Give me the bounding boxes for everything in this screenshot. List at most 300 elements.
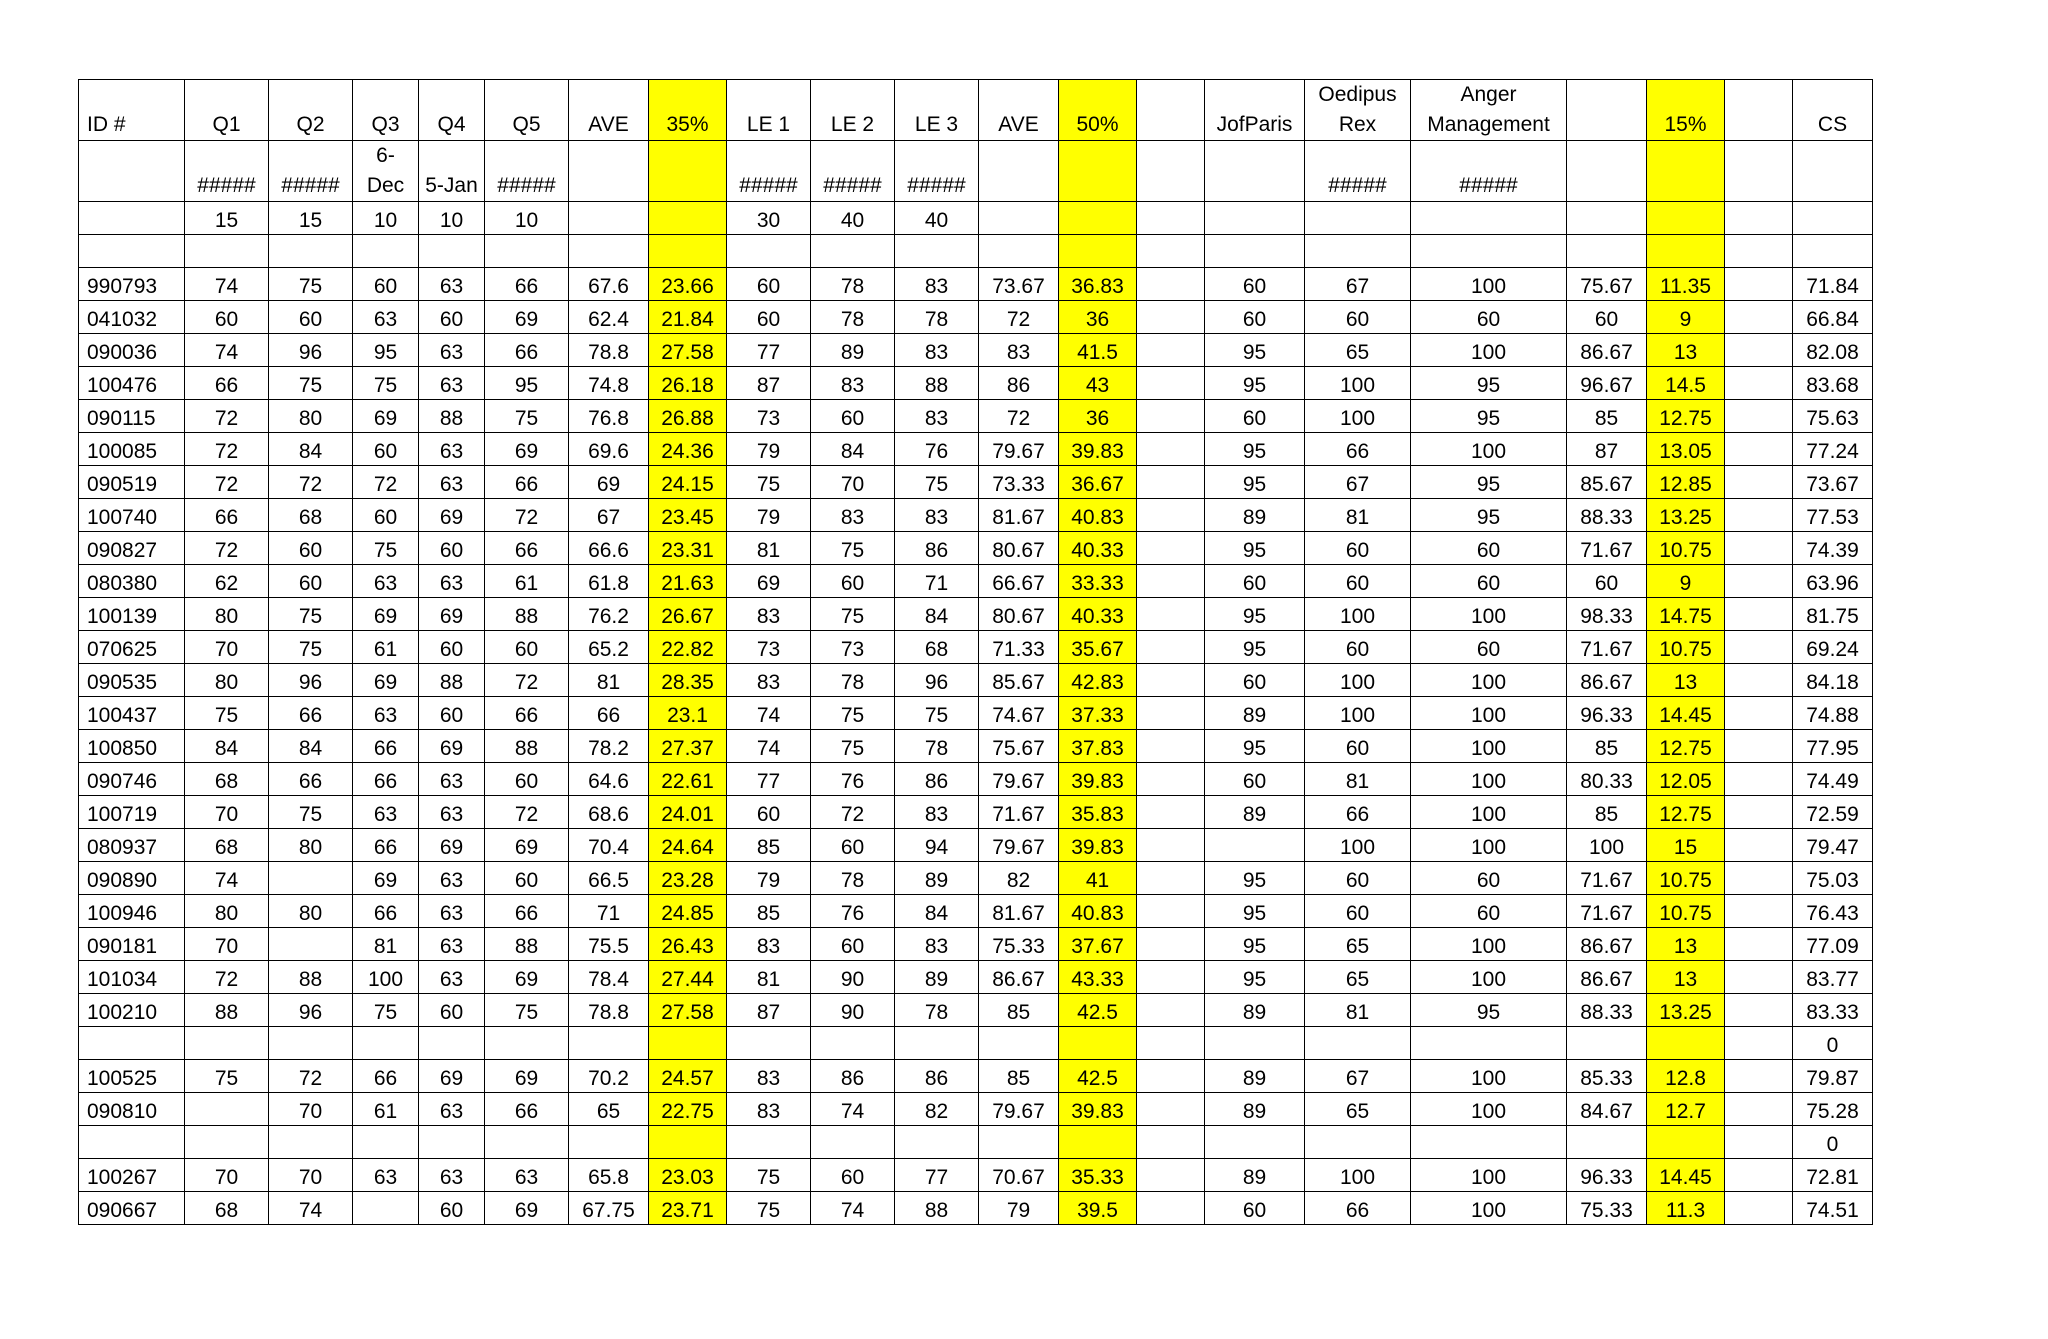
table-row-cell[interactable] <box>1567 1126 1647 1159</box>
table-row-cell[interactable]: 89 <box>1205 499 1305 532</box>
table-row-cell[interactable]: 78.2 <box>569 730 649 763</box>
table-row-cell[interactable]: 78 <box>811 301 895 334</box>
table-row-cell[interactable]: 69 <box>485 1060 569 1093</box>
table-row-cell[interactable]: 79.47 <box>1793 829 1873 862</box>
table-row-cell[interactable]: 60 <box>419 532 485 565</box>
table-row-cell[interactable]: 090036 <box>79 334 185 367</box>
table-row-cell[interactable] <box>1725 532 1793 565</box>
table-row-cell[interactable]: 22.75 <box>649 1093 727 1126</box>
table-row-cell[interactable]: 74 <box>811 1192 895 1225</box>
table-row-cell[interactable]: 86.67 <box>1567 664 1647 697</box>
table-row-cell[interactable]: 63 <box>419 796 485 829</box>
table-row-cell[interactable]: 12.85 <box>1647 466 1725 499</box>
table-row-cell[interactable]: 69 <box>569 466 649 499</box>
table-row-cell[interactable]: 81 <box>727 961 811 994</box>
table-row-cell[interactable]: 69 <box>727 565 811 598</box>
table-row-cell[interactable]: 78 <box>895 301 979 334</box>
header-row-cell[interactable]: Q2 <box>269 80 353 141</box>
table-row-cell[interactable]: 85 <box>727 829 811 862</box>
table-row-cell[interactable]: 100 <box>1411 433 1567 466</box>
table-row-cell[interactable] <box>79 1027 185 1060</box>
table-row-cell[interactable]: 78.8 <box>569 334 649 367</box>
table-row-cell[interactable]: 74 <box>185 862 269 895</box>
table-row-cell[interactable]: 85 <box>1567 730 1647 763</box>
table-row-cell[interactable]: 69 <box>419 1060 485 1093</box>
table-row-cell[interactable]: 72.81 <box>1793 1159 1873 1192</box>
table-row-cell[interactable]: 39.83 <box>1059 433 1137 466</box>
table-row-cell[interactable] <box>1725 1126 1793 1159</box>
table-row-cell[interactable]: 81 <box>1305 994 1411 1027</box>
table-row-cell[interactable]: 71.67 <box>1567 895 1647 928</box>
points-row-cell[interactable] <box>1137 202 1205 235</box>
table-row-cell[interactable]: 60 <box>811 928 895 961</box>
table-row-cell[interactable]: 80 <box>269 829 353 862</box>
table-row-cell[interactable] <box>1725 466 1793 499</box>
date-row-cell[interactable] <box>569 141 649 202</box>
table-row-cell[interactable]: 13 <box>1647 664 1725 697</box>
table-row-cell[interactable]: 100 <box>1411 598 1567 631</box>
table-row-cell[interactable] <box>895 235 979 268</box>
table-row-cell[interactable] <box>1725 565 1793 598</box>
table-row-cell[interactable]: 35.83 <box>1059 796 1137 829</box>
table-row-cell[interactable]: 67.6 <box>569 268 649 301</box>
table-row-cell[interactable]: 21.63 <box>649 565 727 598</box>
table-row-cell[interactable]: 66 <box>485 268 569 301</box>
table-row-cell[interactable] <box>1725 334 1793 367</box>
table-row-cell[interactable] <box>1137 961 1205 994</box>
table-row-cell[interactable]: 84 <box>185 730 269 763</box>
header-row-cell[interactable]: LE 3 <box>895 80 979 141</box>
table-row-cell[interactable]: 22.82 <box>649 631 727 664</box>
table-row-cell[interactable]: 83 <box>727 598 811 631</box>
table-row-cell[interactable]: 60 <box>269 301 353 334</box>
table-row-cell[interactable] <box>1137 1159 1205 1192</box>
table-row-cell[interactable]: 77.09 <box>1793 928 1873 961</box>
points-row-cell[interactable] <box>79 202 185 235</box>
table-row-cell[interactable]: 79 <box>727 499 811 532</box>
table-row-cell[interactable]: 75 <box>269 631 353 664</box>
table-row-cell[interactable] <box>1725 961 1793 994</box>
table-row-cell[interactable]: 66 <box>1305 1192 1411 1225</box>
table-row-cell[interactable] <box>185 1093 269 1126</box>
table-row-cell[interactable]: 63 <box>419 367 485 400</box>
table-row-cell[interactable]: 83.68 <box>1793 367 1873 400</box>
table-row-cell[interactable]: 60 <box>1305 730 1411 763</box>
table-row-cell[interactable]: 81.75 <box>1793 598 1873 631</box>
table-row-cell[interactable]: 87 <box>727 994 811 1027</box>
header-row-cell[interactable]: Q3 <box>353 80 419 141</box>
table-row-cell[interactable]: 74 <box>727 730 811 763</box>
table-row-cell[interactable]: 100476 <box>79 367 185 400</box>
table-row-cell[interactable]: 84 <box>269 433 353 466</box>
table-row-cell[interactable]: 090535 <box>79 664 185 697</box>
table-row-cell[interactable]: 60 <box>1205 1192 1305 1225</box>
table-row-cell[interactable]: 60 <box>1305 895 1411 928</box>
table-row-cell[interactable]: 65.2 <box>569 631 649 664</box>
table-row-cell[interactable] <box>1059 1126 1137 1159</box>
table-row-cell[interactable]: 100 <box>353 961 419 994</box>
table-row-cell[interactable] <box>649 1126 727 1159</box>
table-row-cell[interactable] <box>1725 697 1793 730</box>
table-row-cell[interactable]: 60 <box>419 631 485 664</box>
table-row-cell[interactable]: 090115 <box>79 400 185 433</box>
header-row-cell[interactable]: LE 1 <box>727 80 811 141</box>
date-row-cell[interactable] <box>1205 141 1305 202</box>
table-row-cell[interactable]: 72 <box>979 301 1059 334</box>
table-row-cell[interactable]: 75 <box>269 796 353 829</box>
table-row-cell[interactable]: 60 <box>1305 301 1411 334</box>
table-row-cell[interactable]: 83 <box>811 367 895 400</box>
table-row-cell[interactable] <box>1137 664 1205 697</box>
table-row-cell[interactable]: 81 <box>1305 763 1411 796</box>
table-row-cell[interactable]: 090746 <box>79 763 185 796</box>
table-row-cell[interactable] <box>269 928 353 961</box>
table-row-cell[interactable]: 75 <box>485 400 569 433</box>
table-row-cell[interactable]: 100267 <box>79 1159 185 1192</box>
table-row-cell[interactable]: 89 <box>1205 1060 1305 1093</box>
table-row-cell[interactable]: 65 <box>1305 1093 1411 1126</box>
table-row-cell[interactable]: 0 <box>1793 1027 1873 1060</box>
table-row-cell[interactable]: 41 <box>1059 862 1137 895</box>
table-row-cell[interactable]: 75 <box>727 1192 811 1225</box>
table-row-cell[interactable]: 83 <box>811 499 895 532</box>
table-row-cell[interactable] <box>1137 268 1205 301</box>
table-row-cell[interactable]: 74 <box>811 1093 895 1126</box>
table-row-cell[interactable]: 75 <box>895 697 979 730</box>
table-row-cell[interactable]: 83 <box>895 796 979 829</box>
table-row-cell[interactable]: 90 <box>811 961 895 994</box>
table-row-cell[interactable]: 63 <box>353 697 419 730</box>
table-row-cell[interactable]: 95 <box>1205 334 1305 367</box>
table-row-cell[interactable] <box>1647 1027 1725 1060</box>
table-row-cell[interactable]: 68 <box>185 763 269 796</box>
table-row-cell[interactable]: 74.8 <box>569 367 649 400</box>
table-row-cell[interactable]: 81.67 <box>979 499 1059 532</box>
table-row-cell[interactable]: 72 <box>979 400 1059 433</box>
table-row-cell[interactable] <box>649 1027 727 1060</box>
table-row-cell[interactable] <box>1137 1060 1205 1093</box>
table-row-cell[interactable]: 76 <box>895 433 979 466</box>
table-row-cell[interactable]: 60 <box>1205 301 1305 334</box>
table-row-cell[interactable]: 60 <box>727 301 811 334</box>
table-row-cell[interactable] <box>1137 334 1205 367</box>
table-row-cell[interactable]: 9 <box>1647 565 1725 598</box>
table-row-cell[interactable] <box>727 1126 811 1159</box>
table-row-cell[interactable]: 78.8 <box>569 994 649 1027</box>
date-row-cell[interactable]: ##### <box>185 141 269 202</box>
table-row-cell[interactable]: 76.8 <box>569 400 649 433</box>
table-row-cell[interactable]: 72 <box>269 466 353 499</box>
table-row-cell[interactable]: 100 <box>1411 763 1567 796</box>
table-row-cell[interactable]: 60 <box>269 565 353 598</box>
table-row-cell[interactable]: 100 <box>1305 598 1411 631</box>
table-row-cell[interactable]: 10.75 <box>1647 631 1725 664</box>
table-row-cell[interactable]: 80 <box>185 598 269 631</box>
table-row-cell[interactable]: 14.45 <box>1647 1159 1725 1192</box>
table-row-cell[interactable]: 70.4 <box>569 829 649 862</box>
table-row-cell[interactable]: 66 <box>185 367 269 400</box>
table-row-cell[interactable]: 80.67 <box>979 598 1059 631</box>
table-row-cell[interactable]: 80 <box>269 400 353 433</box>
header-row-cell[interactable]: Oedipus Rex <box>1305 80 1411 141</box>
table-row-cell[interactable] <box>1725 433 1793 466</box>
table-row-cell[interactable]: 0 <box>1793 1126 1873 1159</box>
table-row-cell[interactable]: 63 <box>419 1093 485 1126</box>
points-row-cell[interactable]: 30 <box>727 202 811 235</box>
table-row-cell[interactable] <box>1725 763 1793 796</box>
date-row-cell[interactable] <box>979 141 1059 202</box>
table-row-cell[interactable]: 79 <box>979 1192 1059 1225</box>
table-row-cell[interactable]: 090667 <box>79 1192 185 1225</box>
table-row-cell[interactable]: 68.6 <box>569 796 649 829</box>
table-row-cell[interactable]: 60 <box>269 532 353 565</box>
table-row-cell[interactable]: 15 <box>1647 829 1725 862</box>
table-row-cell[interactable]: 75 <box>727 466 811 499</box>
table-row-cell[interactable] <box>895 1126 979 1159</box>
table-row-cell[interactable] <box>1305 235 1411 268</box>
table-row-cell[interactable]: 66 <box>1305 796 1411 829</box>
table-row-cell[interactable] <box>485 1126 569 1159</box>
table-row-cell[interactable] <box>895 1027 979 1060</box>
header-row-cell[interactable]: Anger Management <box>1411 80 1567 141</box>
table-row-cell[interactable]: 71.84 <box>1793 268 1873 301</box>
table-row-cell[interactable]: 89 <box>1205 697 1305 730</box>
date-row-cell[interactable] <box>649 141 727 202</box>
table-row-cell[interactable]: 66 <box>485 532 569 565</box>
table-row-cell[interactable]: 100 <box>1567 829 1647 862</box>
header-row-cell[interactable]: CS <box>1793 80 1873 141</box>
table-row-cell[interactable]: 60 <box>1305 862 1411 895</box>
table-row-cell[interactable] <box>1725 1159 1793 1192</box>
table-row-cell[interactable]: 23.28 <box>649 862 727 895</box>
table-row-cell[interactable]: 13 <box>1647 334 1725 367</box>
table-row-cell[interactable]: 75 <box>269 367 353 400</box>
table-row-cell[interactable]: 76 <box>811 763 895 796</box>
table-row-cell[interactable]: 66 <box>353 763 419 796</box>
table-row-cell[interactable]: 95 <box>1411 400 1567 433</box>
table-row-cell[interactable] <box>269 1126 353 1159</box>
table-row-cell[interactable]: 75 <box>811 598 895 631</box>
table-row-cell[interactable] <box>1647 1126 1725 1159</box>
table-row-cell[interactable]: 60 <box>1411 631 1567 664</box>
table-row-cell[interactable]: 75 <box>485 994 569 1027</box>
table-row-cell[interactable]: 71.67 <box>1567 532 1647 565</box>
table-row-cell[interactable]: 71 <box>895 565 979 598</box>
table-row-cell[interactable]: 95 <box>1205 433 1305 466</box>
table-row-cell[interactable]: 66 <box>353 730 419 763</box>
table-row-cell[interactable] <box>1137 1093 1205 1126</box>
table-row-cell[interactable]: 79.67 <box>979 1093 1059 1126</box>
table-row-cell[interactable]: 86 <box>811 1060 895 1093</box>
table-row-cell[interactable]: 88 <box>269 961 353 994</box>
table-row-cell[interactable]: 75.5 <box>569 928 649 961</box>
table-row-cell[interactable] <box>1305 1126 1411 1159</box>
table-row-cell[interactable]: 75 <box>811 730 895 763</box>
table-row-cell[interactable]: 87 <box>1567 433 1647 466</box>
table-row-cell[interactable]: 60 <box>1305 565 1411 598</box>
table-row-cell[interactable]: 40.83 <box>1059 895 1137 928</box>
table-row-cell[interactable]: 74 <box>185 268 269 301</box>
table-row-cell[interactable]: 84 <box>811 433 895 466</box>
table-row-cell[interactable]: 89 <box>1205 994 1305 1027</box>
table-row-cell[interactable]: 74.51 <box>1793 1192 1873 1225</box>
table-row-cell[interactable]: 75 <box>353 367 419 400</box>
table-row-cell[interactable]: 100 <box>1305 664 1411 697</box>
table-row-cell[interactable]: 72 <box>811 796 895 829</box>
table-row-cell[interactable] <box>1137 895 1205 928</box>
table-row-cell[interactable]: 60 <box>811 400 895 433</box>
table-row-cell[interactable]: 74 <box>185 334 269 367</box>
table-row-cell[interactable]: 96.33 <box>1567 697 1647 730</box>
table-row-cell[interactable]: 69 <box>353 400 419 433</box>
table-row-cell[interactable]: 84.18 <box>1793 664 1873 697</box>
table-row-cell[interactable]: 69 <box>485 433 569 466</box>
table-row-cell[interactable] <box>1725 1060 1793 1093</box>
table-row-cell[interactable]: 95 <box>1205 631 1305 664</box>
table-row-cell[interactable]: 26.88 <box>649 400 727 433</box>
date-row-cell[interactable]: ##### <box>727 141 811 202</box>
table-row-cell[interactable]: 66.84 <box>1793 301 1873 334</box>
table-row-cell[interactable]: 24.01 <box>649 796 727 829</box>
table-row-cell[interactable]: 36.83 <box>1059 268 1137 301</box>
table-row-cell[interactable]: 71 <box>569 895 649 928</box>
table-row-cell[interactable] <box>485 235 569 268</box>
table-row-cell[interactable]: 100 <box>1305 367 1411 400</box>
table-row-cell[interactable]: 84 <box>269 730 353 763</box>
points-row-cell[interactable] <box>1725 202 1793 235</box>
table-row-cell[interactable]: 71.67 <box>979 796 1059 829</box>
table-row-cell[interactable] <box>1137 796 1205 829</box>
table-row-cell[interactable]: 83 <box>727 1060 811 1093</box>
table-row-cell[interactable] <box>1725 730 1793 763</box>
table-row-cell[interactable]: 72 <box>269 1060 353 1093</box>
table-row-cell[interactable]: 85 <box>1567 400 1647 433</box>
table-row-cell[interactable]: 96.67 <box>1567 367 1647 400</box>
table-row-cell[interactable]: 89 <box>1205 1093 1305 1126</box>
table-row-cell[interactable]: 60 <box>353 268 419 301</box>
table-row-cell[interactable]: 100 <box>1411 829 1567 862</box>
points-row-cell[interactable] <box>1567 202 1647 235</box>
table-row-cell[interactable] <box>1725 895 1793 928</box>
table-row-cell[interactable]: 60 <box>419 301 485 334</box>
table-row-cell[interactable]: 81.67 <box>979 895 1059 928</box>
table-row-cell[interactable]: 74.39 <box>1793 532 1873 565</box>
date-row-cell[interactable]: ##### <box>269 141 353 202</box>
table-row-cell[interactable] <box>185 1027 269 1060</box>
date-row-cell[interactable]: ##### <box>485 141 569 202</box>
table-row-cell[interactable]: 69 <box>353 664 419 697</box>
table-row-cell[interactable]: 100 <box>1305 829 1411 862</box>
table-row-cell[interactable]: 69 <box>419 499 485 532</box>
table-row-cell[interactable]: 70 <box>269 1159 353 1192</box>
table-row-cell[interactable]: 95 <box>485 367 569 400</box>
table-row-cell[interactable] <box>1725 631 1793 664</box>
points-row-cell[interactable] <box>1059 202 1137 235</box>
table-row-cell[interactable] <box>1059 1027 1137 1060</box>
table-row-cell[interactable]: 78.4 <box>569 961 649 994</box>
table-row-cell[interactable]: 95 <box>1205 367 1305 400</box>
table-row-cell[interactable]: 73 <box>727 631 811 664</box>
table-row-cell[interactable] <box>811 1027 895 1060</box>
table-row-cell[interactable]: 041032 <box>79 301 185 334</box>
table-row-cell[interactable]: 100 <box>1411 334 1567 367</box>
table-row-cell[interactable]: 85 <box>727 895 811 928</box>
table-row-cell[interactable]: 72 <box>485 796 569 829</box>
table-row-cell[interactable]: 72.59 <box>1793 796 1873 829</box>
table-row-cell[interactable]: 75.28 <box>1793 1093 1873 1126</box>
table-row-cell[interactable]: 13 <box>1647 961 1725 994</box>
table-row-cell[interactable]: 63 <box>419 1159 485 1192</box>
table-row-cell[interactable]: 65 <box>569 1093 649 1126</box>
table-row-cell[interactable] <box>185 235 269 268</box>
table-row-cell[interactable]: 95 <box>1205 598 1305 631</box>
table-row-cell[interactable]: 66 <box>569 697 649 730</box>
table-row-cell[interactable]: 73.67 <box>979 268 1059 301</box>
points-row-cell[interactable] <box>1647 202 1725 235</box>
table-row-cell[interactable] <box>269 862 353 895</box>
table-row-cell[interactable]: 14.75 <box>1647 598 1725 631</box>
table-row-cell[interactable]: 63 <box>419 862 485 895</box>
table-row-cell[interactable]: 14.45 <box>1647 697 1725 730</box>
table-row-cell[interactable] <box>1725 235 1793 268</box>
header-row-cell[interactable]: AVE <box>979 80 1059 141</box>
table-row-cell[interactable]: 81 <box>727 532 811 565</box>
table-row-cell[interactable]: 39.83 <box>1059 1093 1137 1126</box>
table-row-cell[interactable]: 76 <box>811 895 895 928</box>
table-row-cell[interactable]: 69 <box>485 301 569 334</box>
table-row-cell[interactable]: 66 <box>1305 433 1411 466</box>
points-row-cell[interactable]: 15 <box>185 202 269 235</box>
table-row-cell[interactable]: 100 <box>1411 664 1567 697</box>
table-row-cell[interactable] <box>1411 1126 1567 1159</box>
table-row-cell[interactable]: 75 <box>811 697 895 730</box>
table-row-cell[interactable]: 75.33 <box>1567 1192 1647 1225</box>
table-row-cell[interactable]: 95 <box>1205 862 1305 895</box>
table-row-cell[interactable] <box>1647 235 1725 268</box>
table-row-cell[interactable]: 37.67 <box>1059 928 1137 961</box>
table-row-cell[interactable]: 60 <box>727 268 811 301</box>
table-row-cell[interactable]: 100 <box>1411 796 1567 829</box>
table-row-cell[interactable]: 83.33 <box>1793 994 1873 1027</box>
table-row-cell[interactable]: 78 <box>895 994 979 1027</box>
table-row-cell[interactable]: 63 <box>353 301 419 334</box>
table-row-cell[interactable]: 76.2 <box>569 598 649 631</box>
table-row-cell[interactable] <box>1137 730 1205 763</box>
table-row-cell[interactable] <box>1137 301 1205 334</box>
table-row-cell[interactable]: 88 <box>485 730 569 763</box>
table-row-cell[interactable]: 39.5 <box>1059 1192 1137 1225</box>
table-row-cell[interactable]: 68 <box>185 1192 269 1225</box>
table-row-cell[interactable]: 77 <box>895 1159 979 1192</box>
table-row-cell[interactable]: 100 <box>1411 1159 1567 1192</box>
table-row-cell[interactable] <box>1137 928 1205 961</box>
table-row-cell[interactable]: 39.83 <box>1059 763 1137 796</box>
table-row-cell[interactable]: 74.67 <box>979 697 1059 730</box>
header-row-cell[interactable]: Q5 <box>485 80 569 141</box>
table-row-cell[interactable]: 96 <box>269 994 353 1027</box>
table-row-cell[interactable] <box>979 1126 1059 1159</box>
table-row-cell[interactable]: 60 <box>1411 565 1567 598</box>
table-row-cell[interactable]: 77.53 <box>1793 499 1873 532</box>
table-row-cell[interactable]: 79.67 <box>979 829 1059 862</box>
table-row-cell[interactable]: 84.67 <box>1567 1093 1647 1126</box>
table-row-cell[interactable] <box>1305 1027 1411 1060</box>
header-row-cell[interactable] <box>1137 80 1205 141</box>
table-row-cell[interactable]: 95 <box>353 334 419 367</box>
table-row-cell[interactable]: 95 <box>1205 928 1305 961</box>
table-row-cell[interactable]: 75 <box>353 532 419 565</box>
table-row-cell[interactable]: 12.7 <box>1647 1093 1725 1126</box>
